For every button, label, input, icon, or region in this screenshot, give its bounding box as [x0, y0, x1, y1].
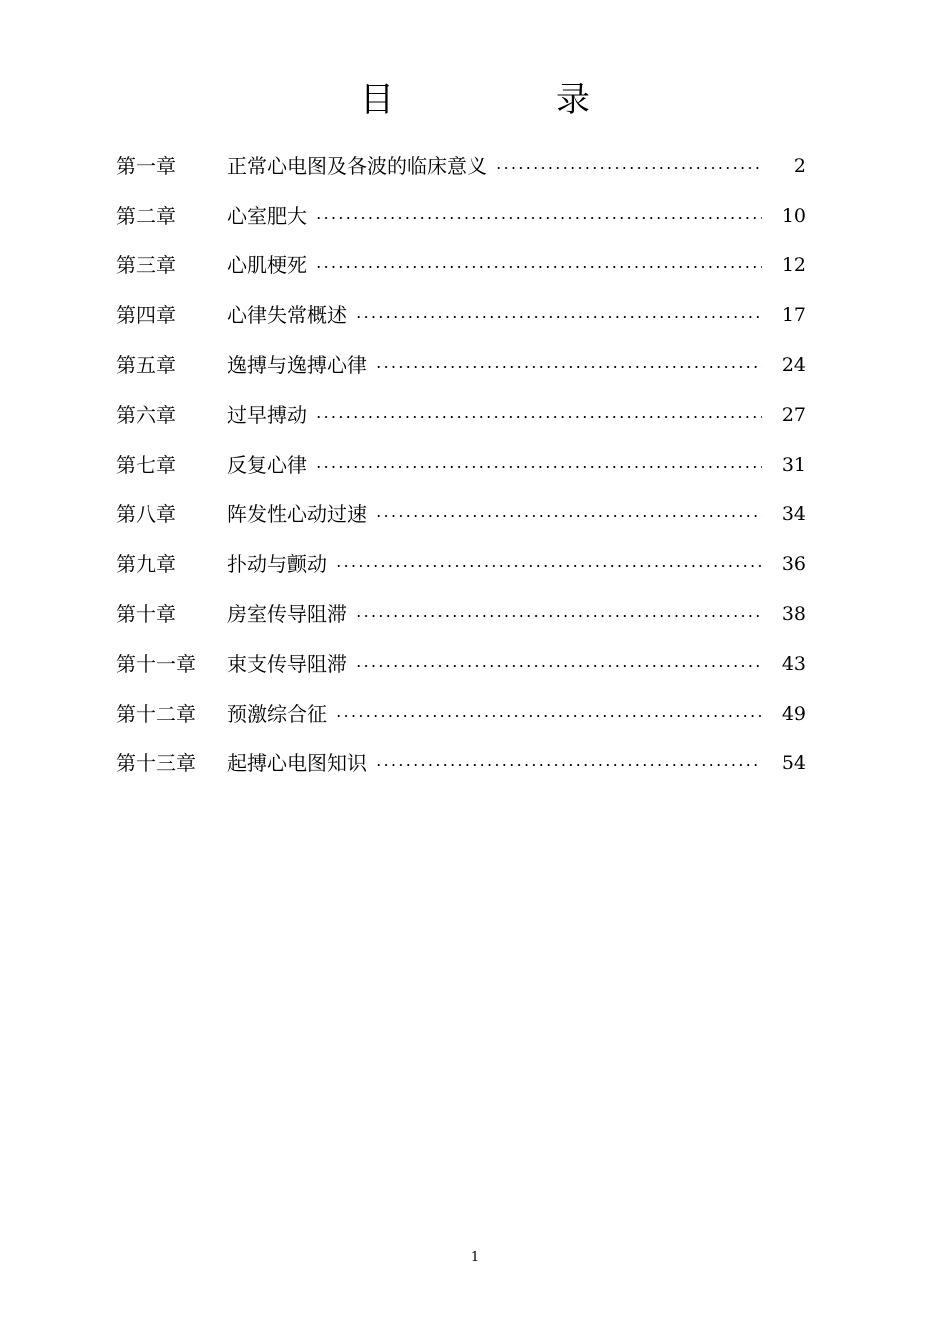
dot-leader: [355, 665, 762, 667]
dot-leader: [495, 167, 762, 169]
toc-entry[interactable]: [116, 241, 806, 291]
dot-leader: [315, 416, 762, 418]
dot-leader: [335, 565, 762, 567]
toc-page-number: 2: [793, 154, 806, 177]
toc-chapter-label: 第十一章: [116, 651, 196, 676]
toc-entry-title: 心室肥大: [227, 203, 307, 228]
toc-entry-title: 正常心电图及各波的临床意义: [227, 153, 487, 178]
toc-entry[interactable]: [116, 390, 806, 440]
toc-entry[interactable]: [116, 440, 806, 490]
toc-entry[interactable]: [116, 141, 806, 191]
dot-leader: [335, 715, 762, 717]
toc-page-number: 38: [781, 603, 806, 626]
toc-chapter-label: 第十二章: [116, 701, 196, 726]
toc-chapter-label: 第二章: [116, 203, 176, 228]
toc-entry[interactable]: [116, 589, 806, 639]
toc-entry-title: 心律失常概述: [227, 303, 347, 328]
toc-chapter-label: 第十章: [116, 602, 176, 627]
toc-page-number: 27: [781, 403, 806, 426]
toc-entry-title: 阵发性心动过速: [227, 502, 367, 527]
toc-entry-title: 反复心律: [227, 452, 307, 477]
toc-chapter-label: 第八章: [116, 502, 176, 527]
toc-page-number: 36: [781, 553, 806, 576]
toc-entry[interactable]: [116, 739, 806, 789]
dot-leader: [375, 764, 762, 766]
toc-entry[interactable]: [116, 539, 806, 589]
dot-leader: [355, 316, 762, 318]
table-of-contents: [116, 141, 806, 788]
toc-chapter-label: 第五章: [116, 353, 176, 378]
toc-entry-title: 房室传导阻滞: [227, 602, 347, 627]
toc-title: 目 录: [360, 80, 654, 120]
toc-chapter-label: 第一章: [116, 153, 176, 178]
toc-page-number: 10: [781, 204, 806, 227]
toc-chapter-label: 第六章: [116, 402, 176, 427]
toc-page-number: 31: [781, 453, 806, 476]
toc-entry[interactable]: [116, 340, 806, 390]
toc-entry-title: 起搏心电图知识: [227, 751, 367, 776]
toc-chapter-label: 第九章: [116, 552, 176, 577]
dot-leader: [315, 266, 762, 268]
toc-page-number: 12: [781, 254, 806, 277]
toc-entry-title: 心肌梗死: [227, 253, 307, 278]
toc-page-number: 17: [781, 304, 806, 327]
toc-chapter-label: 第四章: [116, 303, 176, 328]
dot-leader: [375, 515, 762, 517]
toc-entry-title: 扑动与颤动: [227, 552, 327, 577]
toc-entry[interactable]: [116, 191, 806, 241]
toc-page-number: 54: [781, 752, 806, 775]
toc-entry-title: 逸搏与逸搏心律: [227, 353, 367, 378]
toc-entry-title: 过早搏动: [227, 402, 307, 427]
dot-leader: [315, 217, 762, 219]
toc-page-number: 34: [781, 503, 806, 526]
page-footer-number: 1: [470, 1250, 480, 1265]
dot-leader: [355, 615, 762, 617]
toc-entry-title: 预激综合征: [227, 701, 327, 726]
toc-chapter-label: 第七章: [116, 452, 176, 477]
toc-page-number: 43: [781, 652, 806, 675]
toc-entry[interactable]: [116, 689, 806, 739]
toc-chapter-label: 第十三章: [116, 751, 196, 776]
toc-page-number: 49: [781, 702, 806, 725]
dot-leader: [375, 366, 762, 368]
toc-entry[interactable]: [116, 490, 806, 540]
toc-entry[interactable]: [116, 290, 806, 340]
toc-page-number: 24: [781, 354, 806, 377]
dot-leader: [315, 466, 762, 468]
toc-entry[interactable]: [116, 639, 806, 689]
toc-entry-title: 束支传导阻滞: [227, 651, 347, 676]
toc-chapter-label: 第三章: [116, 253, 176, 278]
